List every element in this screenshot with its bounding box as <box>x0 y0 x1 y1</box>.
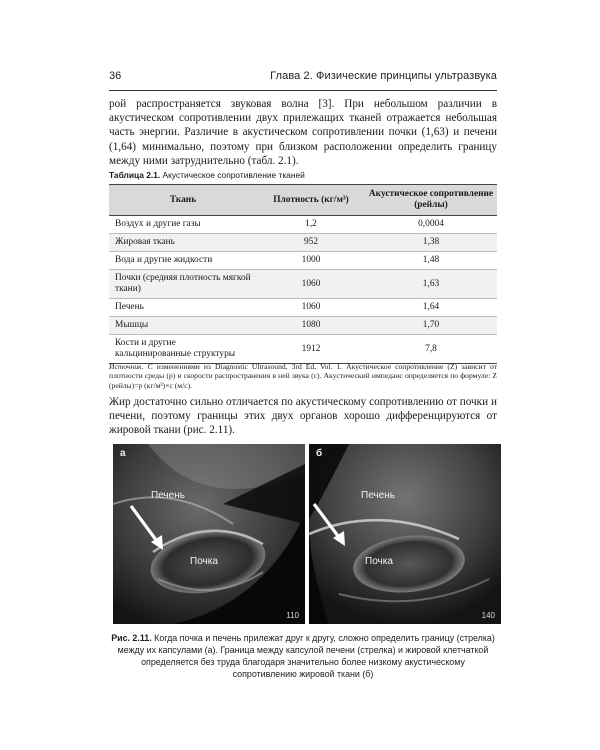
label-kidney-a: Почка <box>190 556 218 567</box>
table-row <box>109 234 497 252</box>
table-caption-text: Акустическое сопротивление тканей <box>162 170 305 180</box>
panel-letter-a: а <box>120 448 126 459</box>
cell-impedance: 1,70 <box>365 317 497 335</box>
cell-density: 1060 <box>257 270 365 299</box>
figure-caption-label: Рис. 2.11. <box>111 633 152 643</box>
body-paragraph-1: рой распространяется звуковая волна [3]. При небольшом различии в акустическом сопротивлении двух прилежащих тканей отражается небольшая часть энергии. Различие в акустическом сопротивлении почки (1,63) и печени (1,64) минимально, поэтому при близком расположении определить границу между ними затруднительно (табл. 2.1). <box>109 98 497 167</box>
column-header-tissue: Ткань <box>109 185 257 216</box>
cell-impedance: 1,48 <box>365 252 497 270</box>
ultrasound-image-b <box>309 444 501 624</box>
cell-tissue: Мышцы <box>109 317 257 335</box>
cell-density: 1060 <box>257 299 365 317</box>
ultrasound-image-a <box>113 444 305 624</box>
cell-impedance: 0,0004 <box>365 216 497 234</box>
cell-tissue: Печень <box>109 299 257 317</box>
ultrasound-scan-a-graphic <box>113 444 305 624</box>
cell-tissue: Кости и другие кальцинированные структуры <box>109 335 257 364</box>
cell-density: 952 <box>257 234 365 252</box>
cell-tissue: Воздух и другие газы <box>109 216 257 234</box>
figure-caption-text: Когда почка и печень прилежат друг к другу, сложно определить границу (стрелка) между их капсулами (а). Граница между капсулой печени (стрелка) и жировой клетчаткой определяется без труда благодаря значительно более низкому акустическому сопротивлению жировой ткани (б) <box>117 633 495 679</box>
running-header <box>109 70 497 86</box>
column-header-impedance: Акустическое сопротивление (рейлы) <box>365 185 497 216</box>
cell-impedance: 7,8 <box>365 335 497 364</box>
table-row <box>109 335 497 364</box>
source-text: С изменениями из Diagnostic Ultrasound, 3rd Ed, Vol. 1. Акустическое сопротивление (Z) зависит от плотности среды (p) и скорости распространения в ней звука (c). Акустический импеданс определяется по формуле: Z (рейлы)=p (кг/м³)×c (м/с). <box>109 362 497 390</box>
header-rule <box>109 90 497 91</box>
table-row <box>109 317 497 335</box>
table-header-row <box>109 185 497 216</box>
figure-caption <box>109 632 497 680</box>
cell-tissue: Жировая ткань <box>109 234 257 252</box>
cell-density: 1000 <box>257 252 365 270</box>
cell-impedance: 1,64 <box>365 299 497 317</box>
cell-impedance: 1,63 <box>365 270 497 299</box>
label-liver-a: Печень <box>151 490 185 501</box>
frame-number-a: 110 <box>286 611 299 620</box>
cell-density: 1,2 <box>257 216 365 234</box>
source-label: Источник. <box>109 362 144 371</box>
page-number: 36 <box>109 70 122 82</box>
column-header-density: Плотность (кг/м³) <box>257 185 365 216</box>
cell-tissue: Почки (средняя плотность мягкой ткани) <box>109 270 257 299</box>
body-paragraph-2: Жир достаточно сильно отличается по акустическому сопротивлению от почки и печени, поэтому границы этих двух органов хорошо дифференцируются от жировой ткани (рис. 2.11). <box>109 396 497 437</box>
label-liver-b: Печень <box>361 490 395 501</box>
cell-tissue: Вода и другие жидкости <box>109 252 257 270</box>
table-caption-label: Таблица 2.1. <box>109 170 161 180</box>
ultrasound-scan-b-graphic <box>309 444 501 624</box>
table-row <box>109 299 497 317</box>
table-source-note <box>109 362 497 390</box>
label-kidney-b: Почка <box>365 556 393 567</box>
cell-density: 1912 <box>257 335 365 364</box>
table-row <box>109 252 497 270</box>
frame-number-b: 140 <box>481 611 495 620</box>
cell-impedance: 1,38 <box>365 234 497 252</box>
table-caption <box>109 170 497 180</box>
panel-letter-b: б <box>316 448 323 459</box>
acoustic-impedance-table <box>109 184 497 364</box>
table-row <box>109 216 497 234</box>
cell-density: 1080 <box>257 317 365 335</box>
table-row <box>109 270 497 299</box>
chapter-title: Глава 2. Физические принципы ультразвука <box>270 70 497 82</box>
